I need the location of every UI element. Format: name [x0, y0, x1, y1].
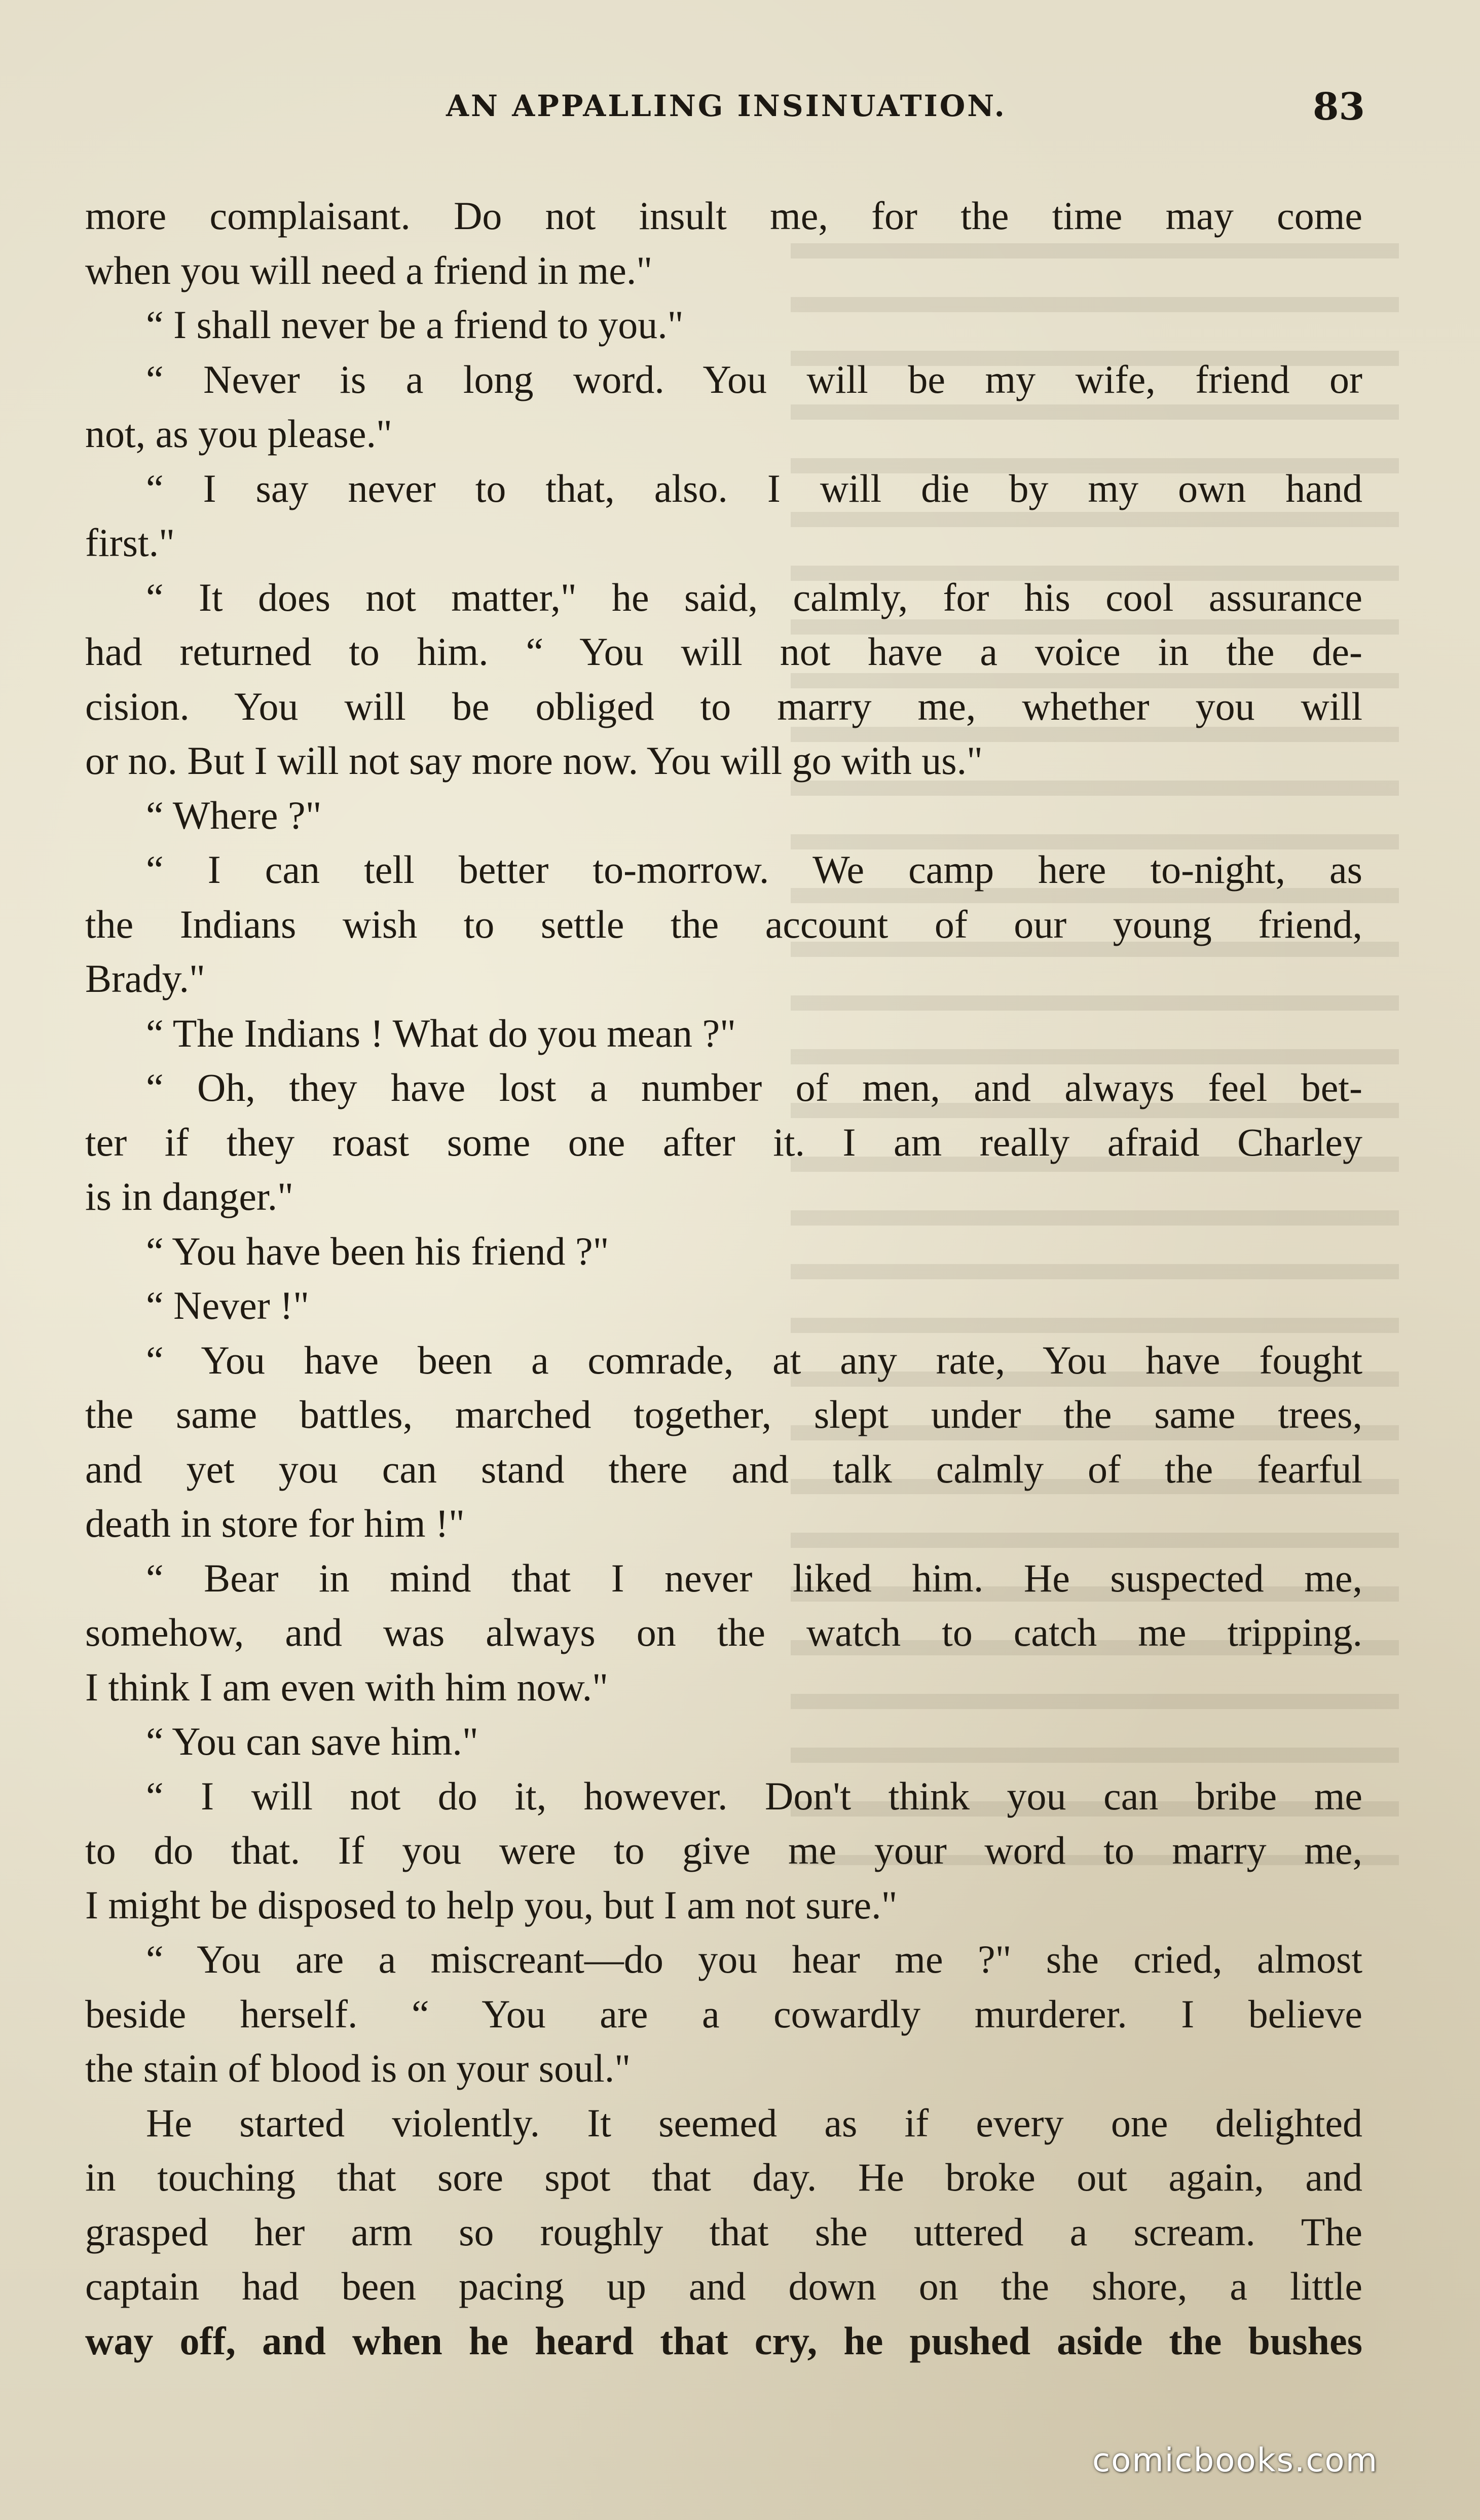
- text-line: ter if they roast some one after it. I am really afraid Charley: [85, 1120, 1362, 1164]
- text-line: “ Never !": [146, 1283, 309, 1327]
- text-line: “ Never is a long word. You will be my wife, friend or: [146, 357, 1362, 401]
- text-line: “ I say never to that, also. I will die by my own hand: [146, 466, 1362, 510]
- text-line: “ I will not do it, however. Don't think you can bribe me: [146, 1773, 1362, 1818]
- text-line: “ I can tell better to-morrow. We camp here to-night, as: [146, 847, 1362, 892]
- text-line: He started violently. It seemed as if every one delighted: [146, 2100, 1362, 2145]
- text-line: not, as you please.": [85, 412, 392, 456]
- text-line: or no. But I will not say more now. You will go with us.": [85, 738, 983, 783]
- text-line: death in store for him !": [85, 1501, 465, 1545]
- text-line: to do that. If you were to give me your word to marry me,: [85, 1828, 1362, 1872]
- text-line: cision. You will be obliged to marry me, whether you will: [85, 684, 1362, 728]
- text-line: “ You are a miscreant—do you hear me ?" she cried, almost: [146, 1937, 1362, 1981]
- text-line: I think I am even with him now.": [85, 1664, 608, 1709]
- body-text: [85, 189, 1362, 2368]
- text-line: Brady.": [85, 956, 205, 1000]
- running-title: AN APPALLING INSINUATION.: [446, 89, 1007, 123]
- text-line: captain had been pacing up and down on the shore, a little: [85, 2264, 1362, 2308]
- text-line: way off, and when he heard that cry, he pushed aside the bushes: [85, 2318, 1362, 2363]
- text-line: the same battles, marched together, slept under the same trees,: [85, 1392, 1362, 1436]
- text-line: “ Bear in mind that I never liked him. He suspected me,: [146, 1555, 1362, 1600]
- text-line: somehow, and was always on the watch to catch me tripping.: [85, 1610, 1362, 1654]
- text-line: first.": [85, 521, 175, 565]
- text-line: “ You have been a comrade, at any rate, You have fought: [146, 1338, 1362, 1382]
- text-line: “ The Indians ! What do you mean ?": [146, 1011, 736, 1055]
- watermark: comicbooks.com: [1092, 2442, 1379, 2479]
- text-line: in touching that sore spot that day. He broke out again, and: [85, 2155, 1362, 2199]
- page-number: 83: [1313, 85, 1365, 129]
- text-line: beside herself. “ You are a cowardly murderer. I believe: [85, 1991, 1362, 2036]
- text-line: is in danger.": [85, 1174, 293, 1218]
- text-line: more complaisant. Do not insult me, for the time may come: [85, 194, 1362, 238]
- text-line: I might be disposed to help you, but I am not sure.": [85, 1882, 898, 1927]
- text-line: had returned to him. “ You will not have a voice in the de-: [85, 629, 1362, 674]
- text-line: “ Oh, they have lost a number of men, and always feel bet-: [146, 1065, 1362, 1109]
- text-line: and yet you can stand there and talk calmly of the fearful: [85, 1447, 1362, 1491]
- text-line: “ Where ?": [146, 793, 322, 837]
- text-line: “ You can save him.": [146, 1719, 478, 1763]
- text-line: “ It does not matter," he said, calmly, for his cool assurance: [146, 575, 1362, 619]
- text-line: the Indians wish to settle the account of our young friend,: [85, 902, 1362, 946]
- text-line: the stain of blood is on your soul.": [85, 2046, 631, 2090]
- text-line: when you will need a friend in me.": [85, 248, 653, 292]
- text-line: grasped her arm so roughly that she uttered a scream. The: [85, 2209, 1362, 2254]
- text-line: “ You have been his friend ?": [146, 1229, 609, 1273]
- text-line: “ I shall never be a friend to you.": [146, 303, 684, 347]
